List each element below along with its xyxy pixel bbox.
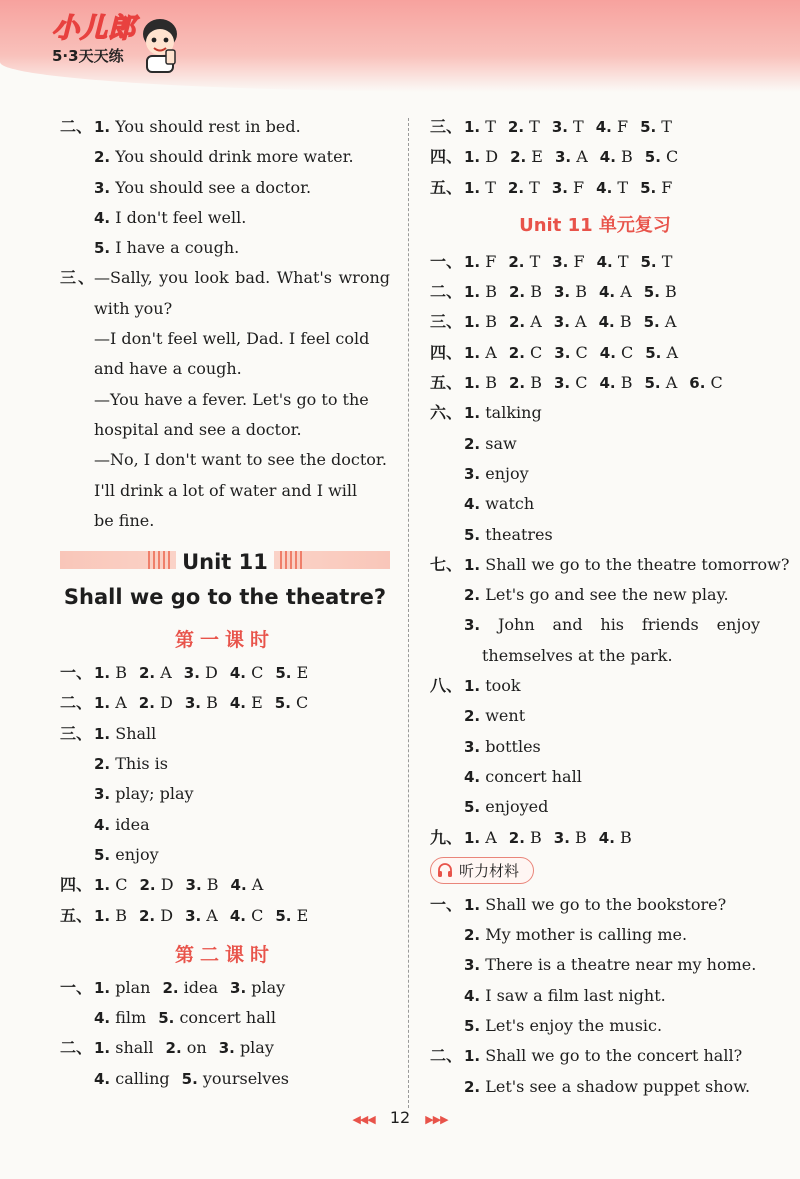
page-number: 12 [389, 1108, 411, 1127]
list-item: 3. You should see a doctor. [94, 177, 312, 197]
brand-logo [52, 14, 136, 66]
dialogue-line: be fine. [94, 510, 155, 530]
dialogue-line: and have a cough. [94, 359, 242, 379]
right-column [430, 112, 790, 1102]
right-arrows-icon: ▶▶▶ [425, 1113, 448, 1126]
list-item: 5. theatres [464, 524, 553, 544]
answer-row: 四、 1. C 2. D 3. B 4. A [60, 875, 264, 895]
list-item: themselves at the park. [482, 645, 673, 665]
answer-row: 一、 1. F 2. T 3. F 4. T 5. T [430, 251, 673, 271]
list-item: 二、 1. Shall we go to the concert hall? [430, 1046, 743, 1066]
dialogue-line: with you? [94, 298, 173, 318]
answer-row: 九、 1. A 2. B 3. B 4. B [430, 827, 632, 847]
answer-row: 4. film 5. concert hall [94, 1008, 277, 1028]
list-item: 2. You should drink more water. [94, 147, 354, 167]
list-item: 4. watch [464, 494, 535, 514]
list-item: 4. I don't feel well. [94, 207, 247, 227]
list-item: 3. play; play [94, 784, 194, 804]
list-item: 七、 1. Shall we go to the theatre tomorrow? [430, 554, 790, 574]
list-item: 2. went [464, 706, 526, 726]
list-item: 5. I have a cough. [94, 238, 240, 258]
page-footer [0, 1108, 800, 1127]
review-title: Unit 11 单元复习 [519, 214, 671, 236]
answer-row: 一、 1. B 2. A 3. D 4. C 5. E [60, 663, 309, 683]
list-item: 2. My mother is calling me. [464, 925, 688, 945]
list-item: 5. enjoyed [464, 797, 549, 817]
answer-row: 二、 1. A 2. D 3. B 4. E 5. C [60, 693, 309, 713]
answer-row: 一、 1. plan 2. idea 3. play [60, 977, 286, 997]
unit-banner [60, 546, 390, 578]
answer-row: 4. calling 5. yourselves [94, 1068, 290, 1088]
logo-subtitle: 5·3天天练 [52, 47, 124, 65]
listening-label: 听力材料 [459, 861, 520, 880]
answer-row: 三、 1. B 2. A 3. A 4. B 5. A [430, 312, 677, 332]
list-item: 一、 1. Shall we go to the bookstore? [430, 894, 727, 914]
dialogue-line: —No, I don't want to see the doctor. [94, 450, 387, 470]
unit-subtitle: Shall we go to the theatre? [63, 585, 387, 610]
list-item: 3. bottles [464, 736, 541, 756]
mascot-boy-icon [138, 14, 182, 78]
list-item: 4. idea [94, 814, 150, 834]
list-item: 三、 1. Shall [60, 723, 157, 743]
list-item: 二、 1. You should rest in bed. [60, 117, 301, 136]
answer-row: 五、 1. B 2. D 3. A 4. C 5. E [60, 905, 309, 925]
dialogue-line: —You have a fever. Let's go to the [94, 389, 369, 409]
dialogue-line: hospital and see a doctor. [94, 419, 302, 439]
dialogue-line: —I don't feel well, Dad. I feel cold [94, 329, 370, 349]
logo-title: 小儿郎 [52, 13, 136, 44]
dialogue-line: I'll drink a lot of water and I will [94, 480, 358, 500]
dialogue-line: 三、—Sally, you look bad. What's wrong [60, 268, 390, 288]
list-item: 5. Let's enjoy the music. [464, 1016, 663, 1036]
page-header [0, 0, 800, 92]
unit-title: Unit 11 [176, 550, 274, 574]
answer-row: 三、 1. T 2. T 3. T 4. F 5. T [430, 117, 672, 136]
answer-row: 五、 1. T 2. T 3. F 4. T 5. F [430, 177, 673, 197]
headphones-icon [437, 862, 453, 878]
answer-row: 二、 1. shall 2. on 3. play [60, 1038, 274, 1058]
list-item: 3. enjoy [464, 463, 529, 483]
list-item: 2. Let's go and see the new play. [464, 585, 729, 605]
left-column [60, 112, 390, 1094]
list-item: 2. This is [94, 754, 168, 774]
list-item: 3. There is a theatre near my home. [464, 955, 757, 975]
answer-row: 四、 1. D 2. E 3. A 4. B 5. C [430, 147, 679, 167]
column-divider [408, 118, 409, 1108]
list-item: 5. enjoy [94, 844, 159, 864]
list-item: 2. Let's see a shadow puppet show. [464, 1076, 751, 1096]
left-arrows-icon: ◀◀◀ [352, 1113, 375, 1126]
list-item: 2. saw [464, 433, 517, 453]
list-item: 六、 1. talking [430, 403, 542, 423]
answer-row: 四、 1. A 2. C 3. C 4. C 5. A [430, 342, 679, 362]
answer-row: 五、 1. B 2. B 3. C 4. B 5. A 6. C [430, 373, 723, 393]
listening-badge [430, 857, 534, 884]
list-item: 八、 1. took [430, 676, 521, 696]
list-item: 4. I saw a film last night. [464, 985, 666, 1005]
lesson-title: 第一课时 [174, 629, 275, 652]
list-item: 4. concert hall [464, 766, 582, 786]
lesson-title: 第二课时 [174, 943, 275, 966]
answer-row: 二、 1. B 2. B 3. B 4. A 5. B [430, 282, 677, 302]
list-item: 3. John and his friends enjoy [464, 615, 760, 635]
